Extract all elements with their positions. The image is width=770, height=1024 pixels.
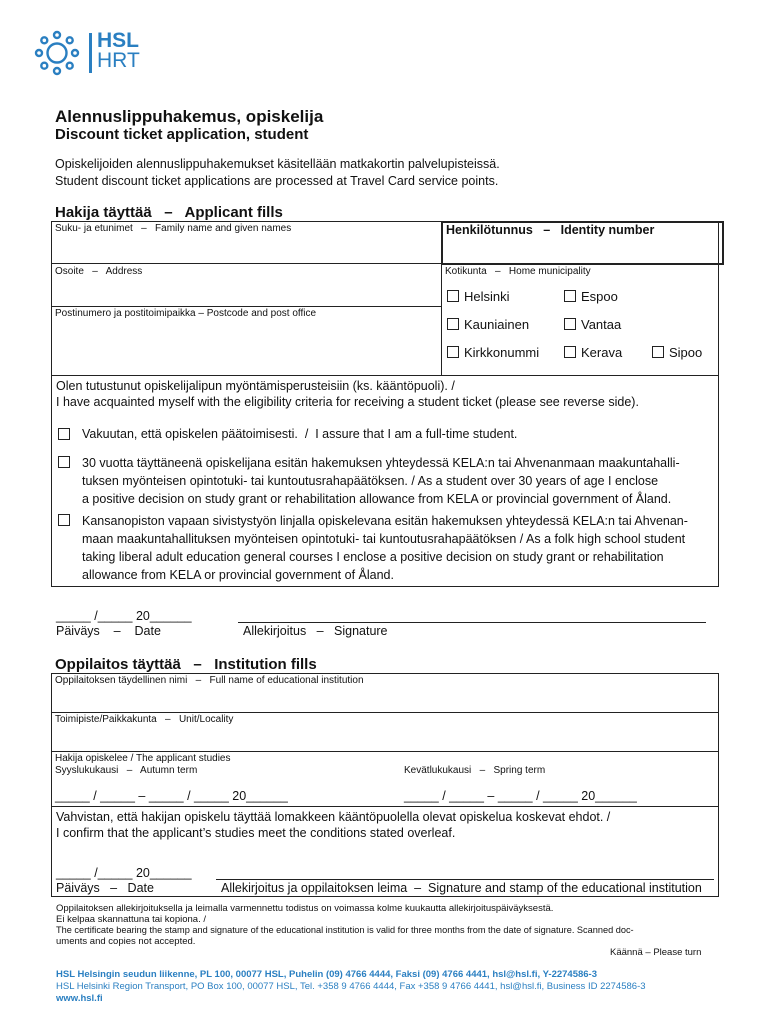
institution-date-field[interactable]: _____ /_____ 20______ <box>56 866 192 880</box>
applicant-studies-label: Hakija opiskelee / The applicant studies <box>55 753 231 764</box>
checkbox-kerava[interactable] <box>564 346 576 358</box>
checkbox-full-time[interactable] <box>58 428 70 440</box>
institution-date-label: Päiväys – Date <box>56 881 154 895</box>
applicant-signature-line[interactable] <box>238 622 706 623</box>
checkbox-kauniainen[interactable] <box>447 318 459 330</box>
autumn-term-label: Syyslukukausi – Autumn term <box>55 765 198 776</box>
institution-signature-label: Allekirjoitus ja oppilaitoksen leima – Signature and stamp of the educational institution <box>221 881 702 895</box>
footer-fi: HSL Helsingin seudun liikenne, PL 100, 00077 HSL, Puhelin (09) 4766 4444, Faksi (09) 4766 4441, hsl@hsl.fi, Y-2274586-3 <box>56 969 597 980</box>
applicant-signature-label: Allekirjoitus – Signature <box>243 624 388 638</box>
check-over-30-text: 30 vuotta täyttäneenä opiskelijana esitän hakemuksen yhteydessä KELA:n tai Ahvenanmaan maakuntahalli- tuksen myönteisen opintotuki- tai kuntoutusrahapäätöksen. / As a student over 30 years of age I enclose a positive decision on study grant or rehabilitation allowance from KELA or provincial government of Åland. <box>82 456 680 506</box>
postcode-label: Postinumero ja postitoimipaikka – Postcode and post office <box>55 308 317 319</box>
institution-fullname-field[interactable] <box>52 687 718 711</box>
checkbox-espoo[interactable] <box>564 290 576 302</box>
please-turn: Käännä – Please turn <box>610 947 702 958</box>
footer-website-link[interactable]: www.hsl.fi <box>56 993 103 1004</box>
identity-number-label: Henkilötunnus – Identity number <box>446 223 655 237</box>
applicant-date-label: Päiväys – Date <box>56 624 161 638</box>
logo-text-hsl: HSL <box>97 29 139 52</box>
validity-note-en: The certificate bearing the stamp and signature of the educational institution is valid for three months from the date of signature. Scanned doc- <box>56 925 634 935</box>
institution-fullname-label: Oppilaitoksen täydellinen nimi – Full name of educational institution <box>55 675 364 686</box>
acknowledgement-fi: Olen tutustunut opiskelijalipun myöntämisperusteisiin (ks. kääntöpuoli). / <box>56 379 455 393</box>
checkbox-vantaa[interactable] <box>564 318 576 330</box>
scan-note-fi: Ei kelpaa skannattuna tai kopiona. / <box>56 914 206 925</box>
acknowledgement-en: I have acquainted myself with the eligibility criteria for receiving a student ticket (please see reverse side). <box>56 395 639 409</box>
postcode-field[interactable] <box>52 320 440 374</box>
municipality-label: Kotikunta – Home municipality <box>445 266 591 277</box>
institution-confirm-fi: Vahvistan, että hakijan opiskelu täyttää lomakkeen kääntöpuolella olevat opiskelua koskevat ehdot. / <box>56 810 611 824</box>
intro-fi: Opiskelijoiden alennuslippuhakemukset käsitellään matkakortin palvelupisteissä. <box>55 157 500 171</box>
checkbox-helsinki[interactable] <box>447 290 459 302</box>
name-field[interactable] <box>52 235 440 262</box>
spring-term-field[interactable]: _____ / _____ – _____ / _____ 20______ <box>404 789 637 803</box>
checkbox-over-30[interactable] <box>58 456 70 468</box>
unit-locality-label: Toimipiste/Paikkakunta – Unit/Locality <box>55 714 234 725</box>
address-field[interactable] <box>52 278 440 305</box>
address-label: Osoite – Address <box>55 266 143 277</box>
institution-confirm-en: I confirm that the applicant’s studies meet the conditions stated overleaf. <box>56 826 456 840</box>
name-label: Suku- ja etunimet – Family name and given names <box>55 223 292 234</box>
institution-heading: Oppilaitos täyttää – Institution fills <box>55 656 317 673</box>
check-folk-high-school-text: Kansanopiston vapaan sivistystyön linjalla opiskelevana esitän hakemuksen yhteydessä KELA:n tai Ahvenan- maan maakuntahallituksen myönteisen opintotuki- tai kuntoutusrahapäätöksen / As a folk high school student taking liberal adult education general courses I enclose a positive decision on study grant or rehabilitation allowance from KELA or provincial government of Åland. <box>82 514 688 582</box>
spring-term-label: Kevätlukukausi – Spring term <box>404 765 546 776</box>
applicant-date-field[interactable]: _____ /_____ 20______ <box>56 609 192 623</box>
checkbox-folk-high-school[interactable] <box>58 514 70 526</box>
validity-note-fi: Oppilaitoksen allekirjoituksella ja leimalla varmennettu todistus on voimassa kolme kuukautta allekirjoituspäiväyksestä. <box>56 903 554 914</box>
scan-note-en: uments and copies not accepted. <box>56 936 196 947</box>
unit-locality-field[interactable] <box>52 726 718 750</box>
hsl-logo <box>34 30 154 78</box>
autumn-term-field[interactable]: _____ / _____ – _____ / _____ 20______ <box>55 789 288 803</box>
applicant-heading: Hakija täyttää – Applicant fills <box>55 204 283 221</box>
institution-signature-line[interactable] <box>216 879 714 880</box>
title-en: Discount ticket application, student <box>55 126 309 143</box>
checkbox-kirkkonummi[interactable] <box>447 346 459 358</box>
intro-en: Student discount ticket applications are processed at Travel Card service points. <box>55 174 499 188</box>
logo-text-hrt: HRT <box>97 49 140 72</box>
check-full-time-label: Vakuutan, että opiskelen päätoimisesti. / I assure that I am a full-time student. <box>82 427 518 441</box>
checkbox-sipoo[interactable] <box>652 346 664 358</box>
title-fi: Alennuslippuhakemus, opiskelija <box>55 107 324 126</box>
hsl-logo-icon <box>34 30 80 76</box>
footer-en: HSL Helsinki Region Transport, PO Box 100, 00077 HSL, Tel. +358 9 4766 4444, Fax +358 9 4766 4441, hsl@hsl.fi, Business ID 2274586-3 <box>56 981 646 992</box>
